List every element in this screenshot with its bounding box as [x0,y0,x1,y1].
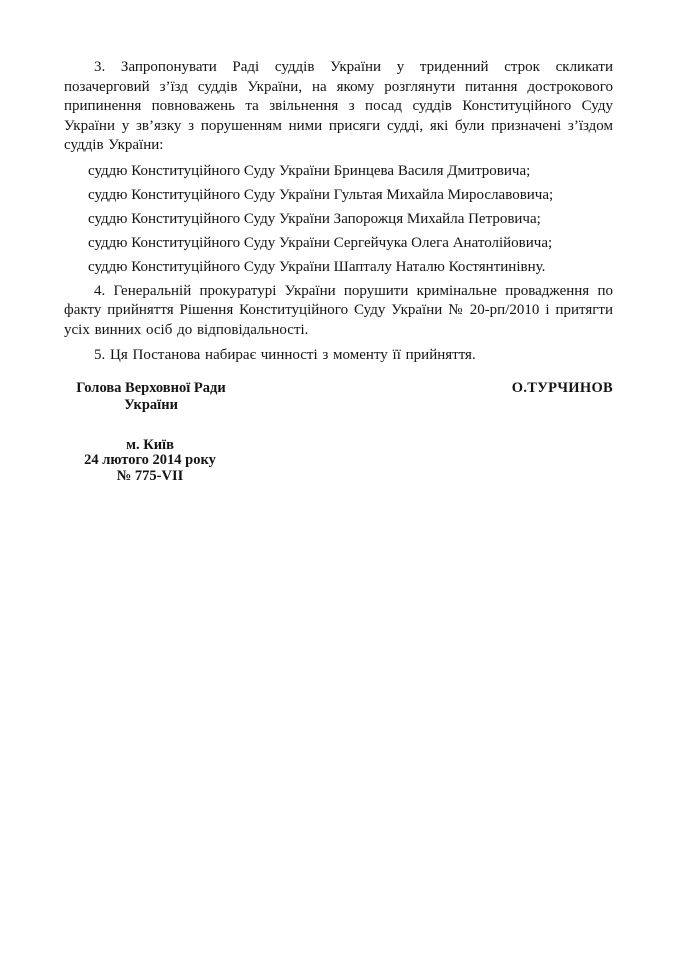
signature-block [64,380,613,414]
paragraph-5: 5. Ця Постанова набирає чинності з моменту її прийняття. [94,347,476,363]
judge-list-item-2: суддю Конституційного Суду України Гультая Михайла Мирославовича; [88,186,554,203]
judge-list-item-5: суддю Конституційного Суду України Шапталу Наталю Костянтинівну. [88,258,546,275]
signatory-name: О.ТУРЧИНОВ [511,379,613,396]
issuance-date: 24 лютого 2014 року [84,452,216,468]
judge-list-item-1: суддю Конституційного Суду України Бринцева Василя Дмитровича; [88,162,531,179]
issuance-number: № 775-VII [116,467,184,484]
judges-list [64,162,613,278]
issuance-block [64,438,236,485]
paragraph-3: 3. Запропонувати Раді суддів України у триденний строк скликати позачерговий з’їзд суддів України, на якому розглянути питання дострокового припинення повноважень та звільнення з посад суддів Конституційного Суду України у зв’язку з порушенням ними присяги судді, які були призначені з’їздом суддів України: [64,59,613,153]
issuance-city: м. Київ [126,436,174,453]
judge-list-item-3: суддю Конституційного Суду України Запорожця Михайла Петровича; [88,210,541,227]
signatory-position-title: Голова Верховної Ради України [76,379,226,413]
judge-list-item-4: суддю Конституційного Суду України Сергейчука Олега Анатолійовича; [88,234,553,251]
paragraph-4: 4. Генеральній прокуратурі України порушити кримінальне провадження по факту прийняття Рішення Конституційного Суду України № 20-рп/2010 і притягти усіх винних осіб до відповідальності. [64,282,613,338]
